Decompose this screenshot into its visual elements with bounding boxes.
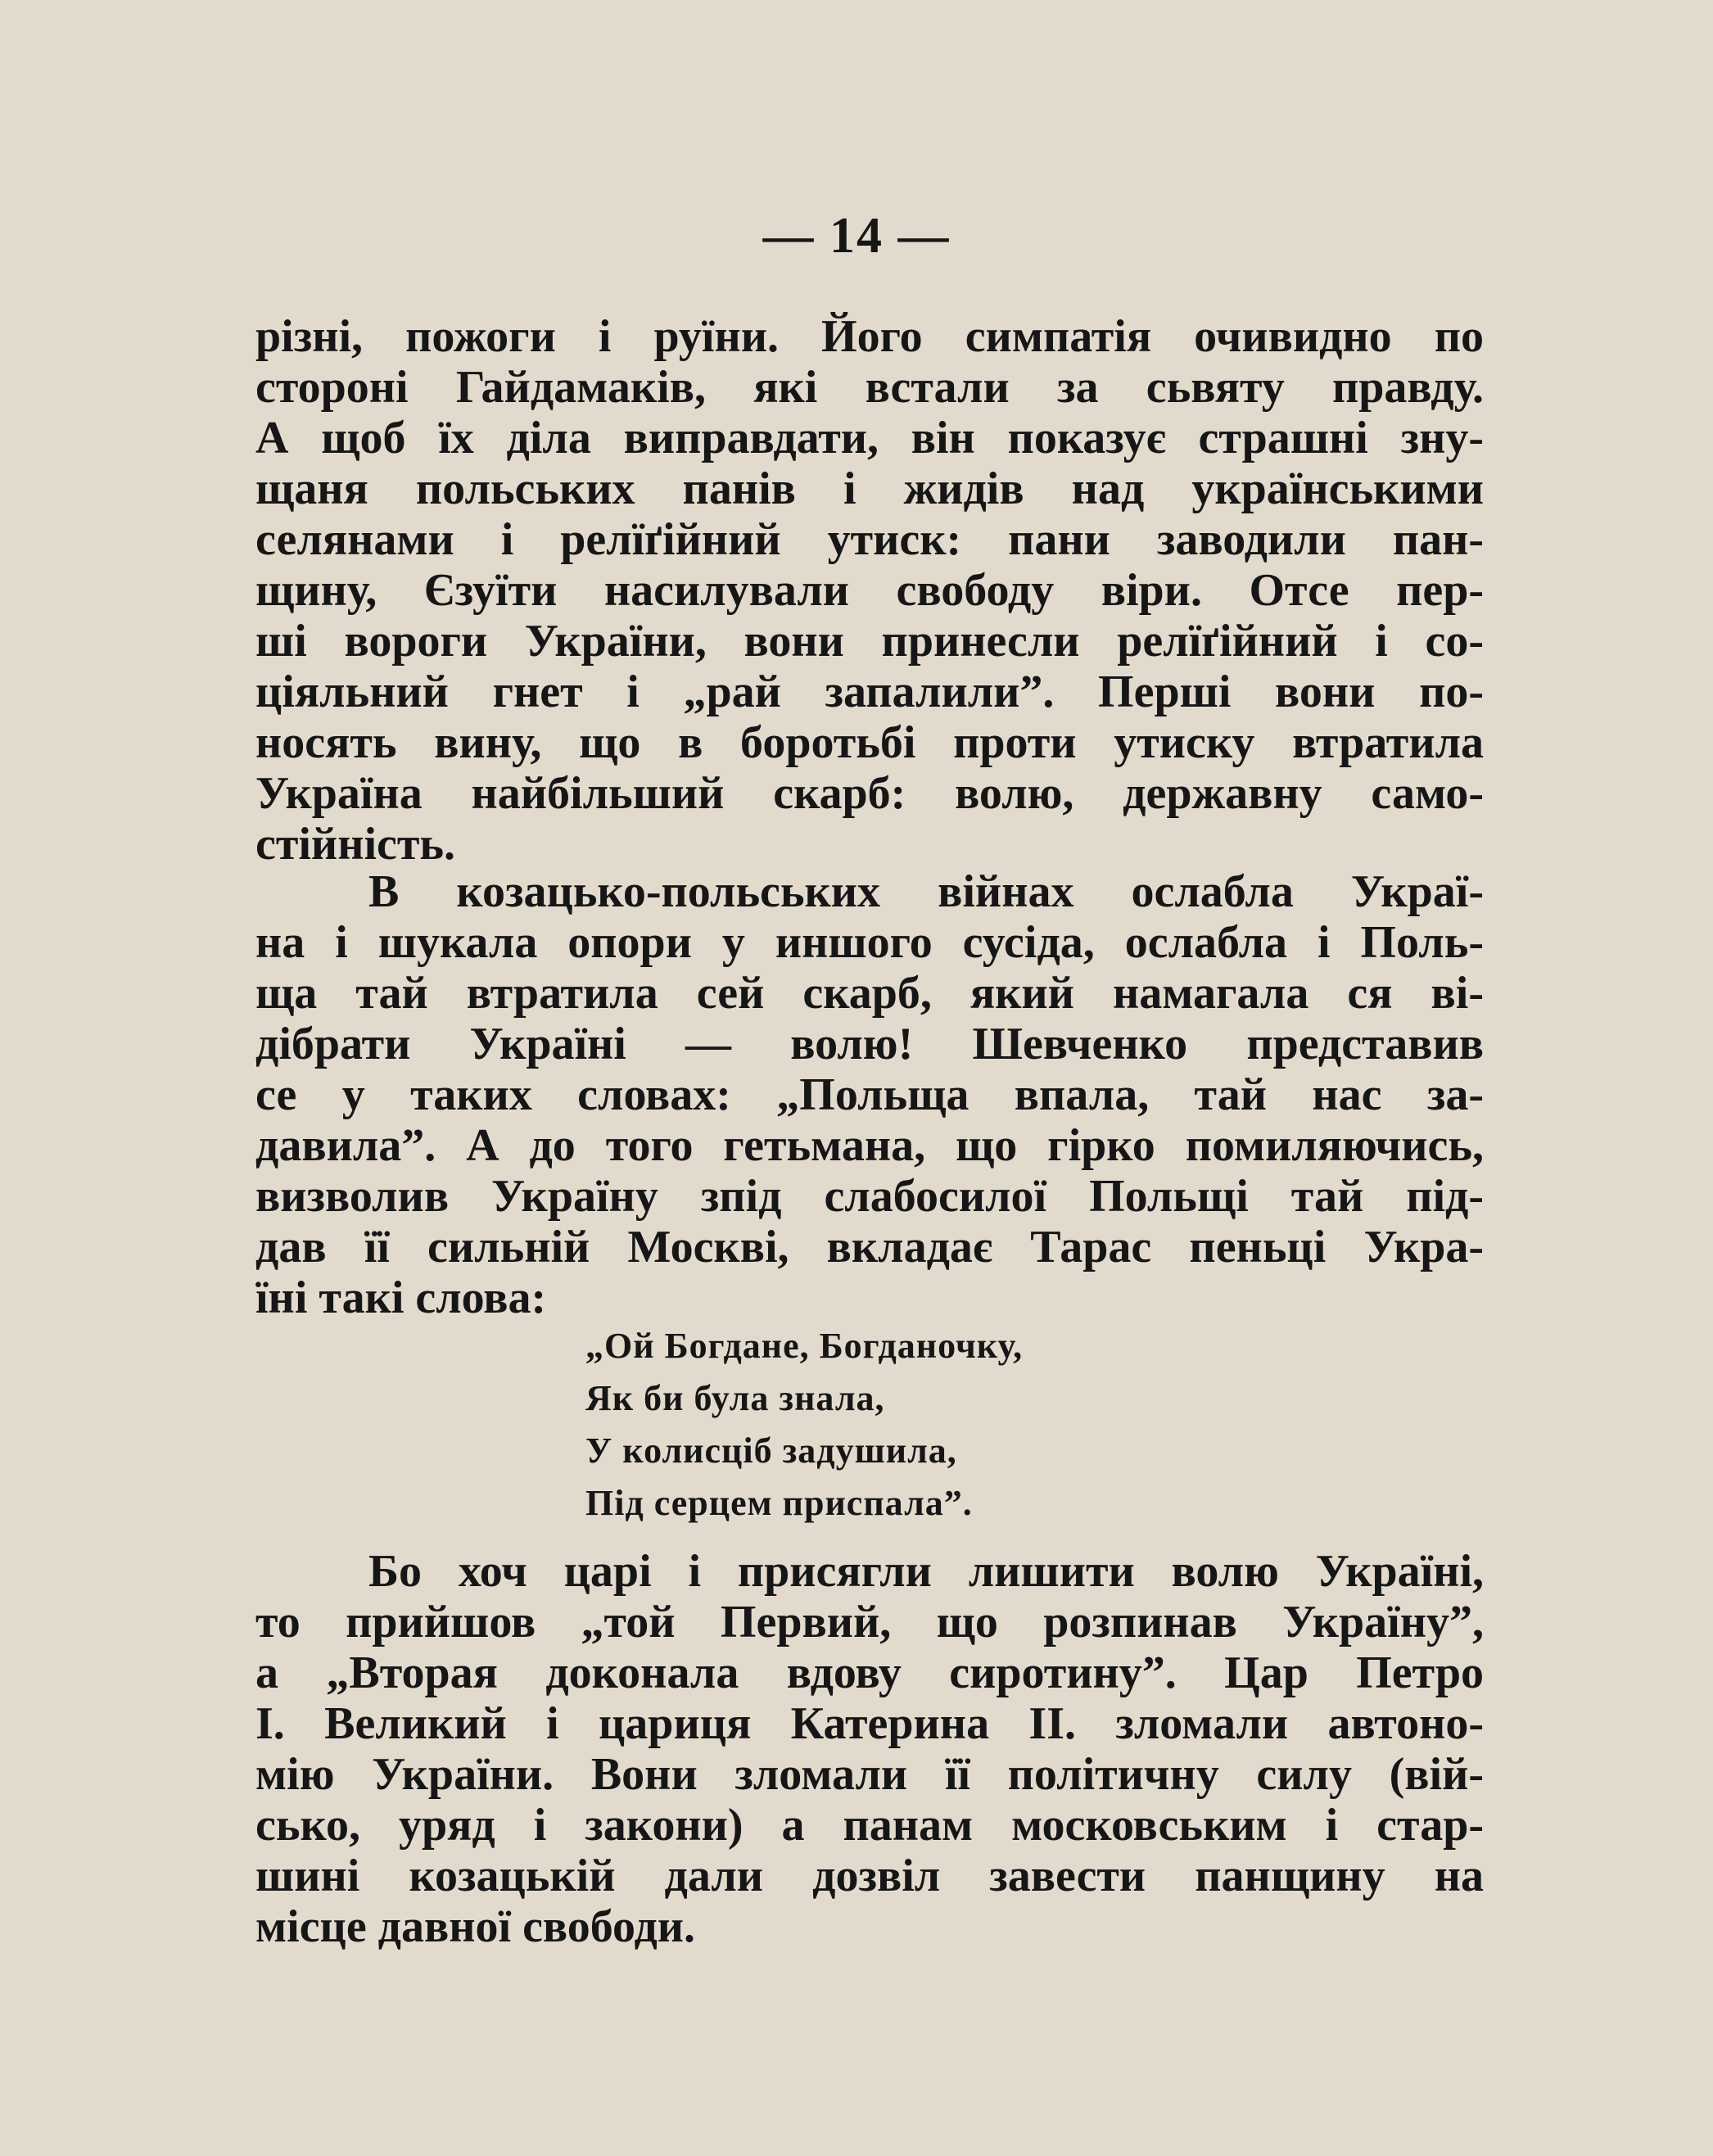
text-line: се у таких словах: „Польща впала, тай нас за- xyxy=(255,1069,1484,1120)
text-line: ціяльний гнет і „рай запалили”. Перші вони по- xyxy=(255,667,1484,717)
text-line: різні, пожоги і руїни. Його симпатія очивидно по xyxy=(255,311,1484,362)
paragraph-1 xyxy=(255,311,1484,870)
text-line: сько, уряд і закони) а панам московським і стар- xyxy=(255,1800,1484,1851)
text-line: дібрати Україні — волю! Шевченко представив xyxy=(255,1019,1484,1069)
text-line: носять вину, що в боротьбі проти утиску втратила xyxy=(255,717,1484,768)
text-line: стійність. xyxy=(255,819,455,870)
text-line: мію України. Вони зломали її політичну силу (вій- xyxy=(255,1749,1484,1800)
text-line: стороні Гайдамаків, які встали за сьвяту правду. xyxy=(255,362,1484,413)
text-line: дав її сильній Москві, вкладає Тарас пеньці Укра- xyxy=(255,1222,1484,1272)
text-line: ща тай втратила сей скарб, який намагала ся ві- xyxy=(255,968,1484,1019)
paragraph-2 xyxy=(255,866,1484,1323)
text-line: їні такі слова: xyxy=(255,1272,547,1323)
text-line: селянами і релїґійний утиск: пани заводили пан- xyxy=(255,514,1484,565)
page-number: — 14 — xyxy=(762,208,951,264)
text-line: визволив Україну зпід слабосилої Польщі тай під- xyxy=(255,1171,1484,1222)
text-line: А щоб їх діла виправдати, він показує страшні зну- xyxy=(255,413,1484,463)
poem-verse: У колисціб задушила, xyxy=(585,1431,957,1471)
text-line: то прийшов „той Первий, що розпинав Україну”, xyxy=(255,1597,1484,1648)
text-line: місце давної свободи. xyxy=(255,1901,696,1952)
text-line: на і шукала опори у иншого сусіда, ослабла і Поль- xyxy=(255,917,1484,968)
poem-verse: Як би була знала, xyxy=(585,1378,885,1418)
text-line: Бо хоч царі і присягли лишити волю Україні, xyxy=(368,1546,1484,1597)
poem-quote xyxy=(585,1320,1159,1530)
text-line: І. Великий і цариця Катерина ІІ. зломали автоно- xyxy=(255,1698,1484,1749)
text-line: щину, Єзуїти насилували свободу віри. Отсе пер- xyxy=(255,565,1484,616)
text-line: а „Вторая доконала вдову сиротину”. Цар Петро xyxy=(255,1648,1484,1698)
poem-verse: Під серцем приспала”. xyxy=(585,1483,973,1523)
poem-verse: „Ой Богдане, Богданочку, xyxy=(585,1326,1024,1366)
text-line: шині козацькій дали дозвіл завести панщину на xyxy=(255,1851,1484,1901)
text-line: щаня польських панів і жидів над українськими xyxy=(255,463,1484,514)
paragraph-3 xyxy=(255,1546,1484,1952)
text-line: В козацько-польських війнах ослабла Украї- xyxy=(368,866,1484,917)
text-line: ші вороги України, вони принесли релїґійний і со- xyxy=(255,616,1484,667)
text-line: Україна найбільший скарб: волю, державну само- xyxy=(255,768,1484,819)
text-line: давила”. А до того гетьмана, що гірко помиляючись, xyxy=(255,1120,1484,1171)
